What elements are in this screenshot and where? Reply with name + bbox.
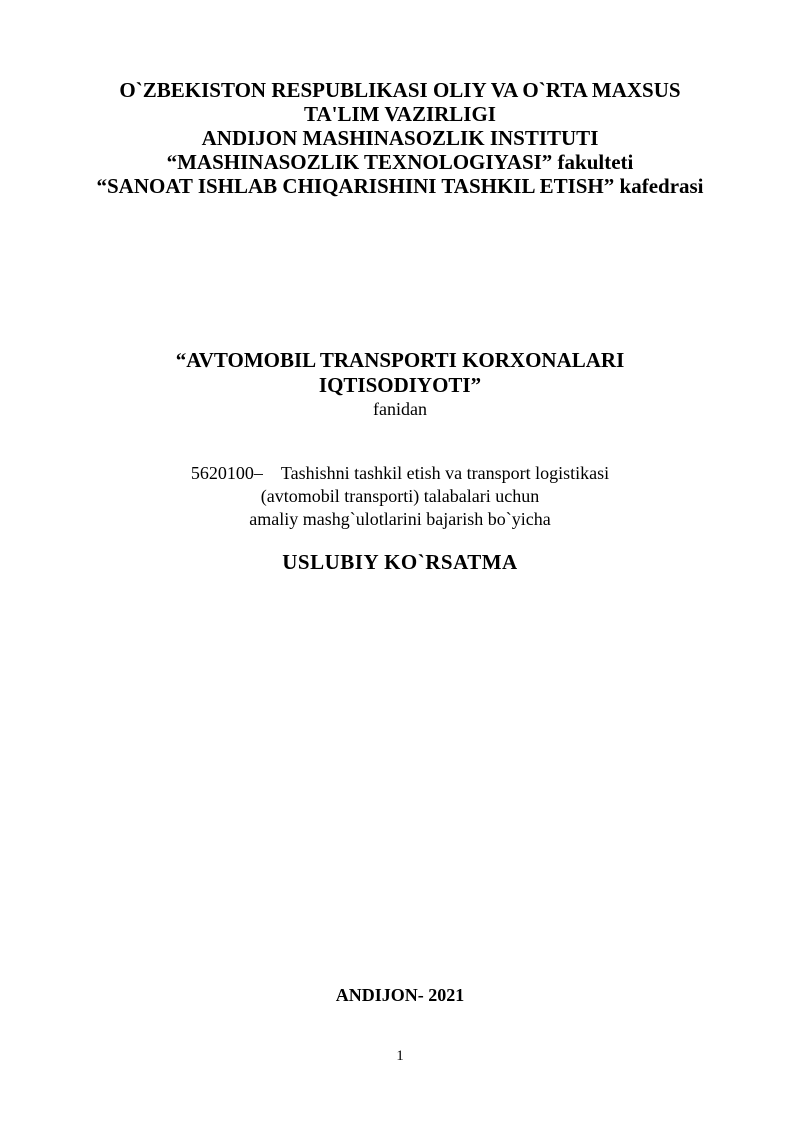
- subject-caption: fanidan: [373, 399, 427, 419]
- specialty-line: [0, 462, 800, 485]
- subject-block: [0, 348, 800, 420]
- ministry-line-1: O`ZBEKISTON RESPUBLIKASI OLIY VA O`RTA MAXSUS: [119, 78, 681, 102]
- specialty-code: 5620100–: [190, 463, 263, 483]
- faculty-name: “MASHINASOZLIK TEXNOLOGIYASI” fakulteti: [166, 150, 634, 174]
- subject-title-line-2: IQTISODIYOTI”: [318, 373, 482, 397]
- department-name: “SANOAT ISHLAB CHIQARISHINI TASHKIL ETISH” kafedrasi: [96, 174, 704, 198]
- specialty-name: Tashishni tashkil etish va transport logistikasi: [280, 463, 610, 483]
- ministry-line-2: TA'LIM VAZIRLIGI: [304, 102, 496, 126]
- guide-title: USLUBIY KO`RSATMA: [282, 550, 518, 574]
- purpose-line: amaliy mashg`ulotlarini bajarish bo`yicha: [249, 509, 551, 529]
- subject-title-line-1: “AVTOMOBIL TRANSPORTI KORXONALARI: [175, 348, 625, 372]
- city-year: ANDIJON- 2021: [335, 985, 465, 1005]
- institute-name: ANDIJON MASHINASOZLIK INSTITUTI: [201, 126, 599, 150]
- institution-header: [0, 78, 800, 198]
- audience-line: (avtomobil transporti) talabalari uchun: [260, 486, 540, 506]
- page-number: 1: [396, 1048, 404, 1064]
- purpose-block: [0, 462, 800, 531]
